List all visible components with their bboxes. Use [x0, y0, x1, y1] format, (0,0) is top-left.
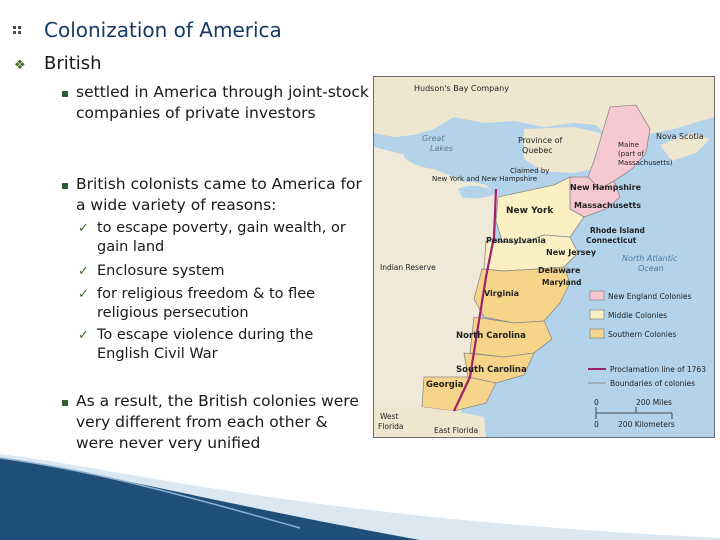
label-virginia: Virginia [484, 289, 520, 298]
bullet-reasons: British colonists came to America for a wide variety of reasons: [76, 175, 362, 214]
checkmark-icon: ✓ [78, 264, 89, 279]
sub-bullet-civil-war: To escape violence during the English Civil War [97, 327, 314, 362]
slide-title: Colonization of America [44, 18, 282, 42]
legend-swatch-new-england [590, 291, 604, 300]
sub-bullet-religion: for religious freedom & to flee religious persecution [97, 286, 316, 321]
label-maine-3: Massachusetts) [618, 159, 673, 167]
label-pennsylvania: Pennsylvania [486, 236, 546, 245]
label-claimed-2: New York and New Hampshire [432, 175, 538, 183]
label-new-york: New York [506, 206, 554, 216]
legend-label-proclamation: Proclamation line of 1763 [610, 365, 706, 374]
label-quebec: Province of [518, 136, 563, 145]
square-bullet-icon [62, 91, 68, 97]
scale-km: 200 Kilometers [618, 420, 675, 429]
label-claimed: Claimed by [510, 167, 550, 175]
label-maryland: Maryland [542, 278, 582, 287]
label-west-florida-2: Florida [378, 422, 404, 431]
footer-swoosh [0, 448, 720, 540]
bullet-result: As a result, the British colonies were very different from each other & were never very unified [76, 392, 359, 452]
colonies-map [373, 76, 715, 438]
label-south-carolina: South Carolina [456, 365, 527, 375]
legend-label-boundaries: Boundaries of colonies [610, 379, 696, 388]
label-nova-scotia: Nova Scotia [656, 132, 704, 141]
label-maine: Maine [618, 141, 640, 149]
scale-miles: 200 Miles [636, 398, 672, 407]
label-ocean: North Atlantic [622, 254, 678, 263]
label-great-lakes: Great [422, 134, 445, 143]
checkmark-icon: ✓ [78, 221, 89, 236]
bullet-joint-stock: settled in America through joint-stock companies of private investors [76, 83, 369, 122]
label-new-hampshire: New Hampshire [570, 183, 642, 192]
label-maine-2: (part of [618, 150, 645, 158]
label-indian-reserve: Indian Reserve [380, 263, 436, 272]
label-massachusetts: Massachusetts [574, 201, 642, 210]
sub-bullet-poverty: to escape poverty, gain wealth, or gain land [97, 220, 346, 255]
label-connecticut: Connecticut [586, 236, 637, 245]
diamond-bullet-icon: ❖ [14, 58, 26, 73]
label-north-carolina: North Carolina [456, 331, 526, 341]
legend-label-new-england: New England Colonies [608, 292, 692, 301]
square-bullet-icon [62, 183, 68, 189]
label-georgia: Georgia [426, 380, 464, 390]
label-hudson: Hudson's Bay Company [414, 84, 509, 93]
label-new-jersey: New Jersey [546, 248, 597, 257]
label-delaware: Delaware [538, 266, 581, 275]
checkmark-icon: ✓ [78, 287, 89, 302]
title-bullet-icon [13, 26, 21, 34]
scale-zero-top: 0 [594, 398, 599, 407]
label-great-lakes-2: Lakes [430, 144, 454, 153]
legend-label-southern: Southern Colonies [608, 330, 677, 339]
legend-swatch-middle [590, 310, 604, 319]
scale-zero-bottom: 0 [594, 420, 599, 429]
sub-bullet-enclosure: Enclosure system [97, 263, 225, 279]
label-ocean-2: Ocean [638, 264, 664, 273]
legend-swatch-southern [590, 329, 604, 338]
checkmark-icon: ✓ [78, 328, 89, 343]
square-bullet-icon [62, 400, 68, 406]
legend-label-middle: Middle Colonies [608, 311, 668, 320]
label-quebec-2: Quebec [522, 146, 553, 155]
label-west-florida: West [380, 412, 399, 421]
label-east-florida: East Florida [434, 426, 479, 435]
label-rhode-island: Rhode Island [590, 226, 645, 235]
heading-british: British [44, 53, 102, 74]
